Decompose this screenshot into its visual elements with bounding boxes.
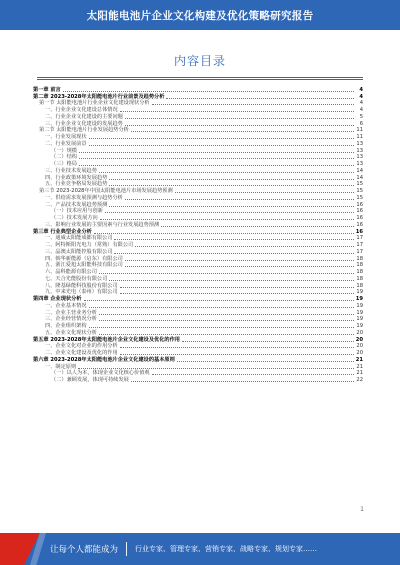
toc-entry[interactable] (33, 356, 363, 363)
toc-entry[interactable] (33, 160, 363, 167)
toc-entry-label: 五、企业文化现状分析 (45, 329, 97, 336)
toc-entry-label: （一）以人为本，体现企业文化核心价值观 (51, 370, 150, 377)
toc-leader-dots (125, 266, 354, 267)
toc-entry-label: 六、晶科能源有限公司 (45, 269, 97, 275)
toc-entry[interactable] (33, 194, 363, 201)
toc-entry[interactable] (33, 133, 363, 140)
toc-entry-label: （二）兼顾发展，体现可持续发展 (51, 377, 129, 383)
toc-leader-dots (63, 91, 354, 92)
toc-entry-page: 21 (355, 356, 363, 363)
toc-entry-label: 第五章 2023-2028年太阳能电池片企业文化建设及优化的作用 (33, 336, 180, 343)
toc-entry-page: 15 (356, 181, 363, 188)
toc-leader-dots (109, 280, 354, 281)
toc-entry-page: 20 (355, 336, 363, 343)
toc-entry-page: 19 (356, 302, 363, 309)
toc-entry[interactable] (33, 275, 363, 282)
toc-leader-dots (125, 125, 354, 126)
toc-entry-page: 19 (356, 323, 363, 329)
toc-entry[interactable] (33, 228, 363, 235)
toc-entry-label: 四、行业政策环境发展趋势 (45, 174, 108, 181)
toc-entry[interactable] (33, 208, 363, 215)
toc-entry[interactable] (33, 86, 363, 93)
toc-leader-dots (89, 145, 354, 146)
toc-entry-label: 第二节 太阳能电池片行业发展趋势分析 (39, 127, 129, 134)
toc-leader-dots (152, 104, 354, 105)
toc-entry-label: 第二章 2023-2028年太阳能电池片行业前景及趋势分析 (33, 93, 165, 100)
toc-entry-page: 19 (356, 289, 363, 296)
toc-entry-label: 第四章 企业现状分析 (33, 296, 82, 302)
toc-entry[interactable] (33, 268, 363, 275)
toc-leader-dots (166, 98, 354, 99)
toc-entry-label: 二、企业文化建设及优化的作用 (45, 350, 118, 356)
toc-entry-label: 第一节 太阳能电池片行业企业文化建设现状分析 (39, 100, 150, 107)
toc-entry-page: 16 (356, 221, 363, 228)
toc-leader-dots (109, 206, 354, 207)
toc-entry-label: 九、中来光电（泰州）有限公司 (45, 289, 118, 296)
toc-entry[interactable] (33, 343, 363, 350)
toc-entry-label: 三、晶澳太阳能控股有限公司 (45, 248, 113, 255)
toc-entry-label: 三、行业技术发展趋势 (45, 167, 97, 174)
toc-leader-dots (99, 334, 354, 335)
toc-leader-dots (125, 199, 354, 200)
toc-leader-dots (120, 293, 354, 294)
toc-entry[interactable] (33, 336, 363, 343)
toc-entry-label: 二、产品技术发展趋势预测 (45, 201, 108, 208)
toc-leader-dots (125, 118, 354, 119)
footer-slogan: 让每个人都能成为 (50, 545, 119, 555)
toc-leader-dots (177, 361, 354, 362)
toc-entry[interactable] (33, 187, 363, 194)
toc-entry-label: 第六章 2023-2028年太阳能电池片企业文化建设的基本原则 (33, 356, 175, 363)
toc-leader-dots (79, 165, 354, 166)
toc-entry-page: 18 (356, 275, 363, 282)
toc-entry[interactable] (33, 302, 363, 309)
toc-entry-page: 15 (356, 194, 363, 201)
toc-entry-label: 一、制定原则 (45, 363, 77, 370)
toc-leader-dots (84, 300, 355, 301)
toc-entry-page: 21 (356, 370, 363, 377)
toc-entry-page: 16 (356, 201, 363, 208)
toc-entry-page: 18 (356, 262, 363, 269)
toc-leader-dots (94, 233, 354, 234)
toc-entry-label: 一、行业发展现状 (45, 134, 87, 140)
toc-entry[interactable] (33, 221, 363, 228)
toc-entry-page: 11 (356, 127, 363, 134)
toc-entry-page: 6 (359, 120, 363, 127)
toc-entry-label: 三、企业经营情况分析 (45, 316, 97, 323)
toc-entry-page: 16 (356, 208, 363, 215)
toc-entry-label: 四、韩华新能源（启东）有限公司 (45, 255, 123, 262)
toc-entry-label: 一、通威太阳能成都有限公司 (45, 235, 113, 242)
toc-entry-label: （三）格局 (51, 161, 77, 167)
toc-leader-dots (135, 246, 354, 247)
toc-entry-label: （一）规模 (51, 147, 77, 154)
toc-entry-page: 16 (356, 215, 363, 221)
toc-entry-page: 22 (356, 377, 363, 383)
toc-entry-label: （二）结构 (51, 154, 77, 161)
toc-entry-page: 15 (356, 188, 363, 194)
toc-entry[interactable] (33, 309, 363, 316)
toc-leader-dots (152, 374, 354, 375)
footer-bar (0, 533, 400, 565)
toc-leader-dots (89, 138, 354, 139)
toc-leader-dots (100, 219, 354, 220)
toc-leader-dots (79, 158, 354, 159)
toc-entry[interactable] (33, 127, 363, 134)
footer-separator (126, 542, 127, 556)
footer-roles: 行业专家、管理专家、营销专家、战略专家、规划专家…… (135, 545, 318, 553)
toc-entry-page: 21 (356, 363, 363, 370)
toc-entry-page: 13 (356, 147, 363, 154)
toc-leader-dots (120, 111, 354, 112)
toc-leader-dots (78, 368, 354, 369)
toc-entry-label: 二、阿特斯阳光电力（常熟）有限公司 (45, 242, 134, 248)
table-of-contents (33, 86, 363, 383)
toc-entry-page: 5 (359, 113, 363, 120)
toc-leader-dots (114, 239, 354, 240)
toc-leader-dots (79, 152, 354, 153)
page-number: 1 (360, 506, 364, 513)
toc-entry-label: （二）技术发展方向 (51, 215, 98, 221)
toc-entry[interactable] (33, 93, 363, 100)
toc-entry-label: 一、供给需求发展预测与趋势分析 (45, 194, 123, 201)
toc-entry-label: 七、天合光能股份有限公司 (45, 275, 108, 282)
toc-entry[interactable] (33, 329, 363, 336)
toc-leader-dots (89, 327, 354, 328)
toc-entry-page: 18 (356, 282, 363, 289)
toc-leader-dots (182, 341, 354, 342)
toc-entry-label: 三、影响行业发展的主要因素与行业发展趋势预测 (45, 221, 160, 228)
toc-entry-label: 八、隆基绿能科技股份有限公司 (45, 282, 118, 289)
toc-entry[interactable] (33, 235, 363, 242)
toc-leader-dots (99, 172, 354, 173)
toc-entry-page: 13 (356, 154, 363, 161)
toc-entry[interactable] (33, 282, 363, 289)
toc-entry[interactable] (33, 201, 363, 208)
toc-entry[interactable] (33, 363, 363, 370)
toc-entry-page: 14 (356, 167, 363, 174)
toc-entry[interactable] (33, 289, 363, 296)
toc-entry-label: 一、企业文化对企业的作用分析 (45, 343, 118, 350)
toc-entry[interactable] (33, 316, 363, 323)
toc-leader-dots (175, 192, 354, 193)
toc-entry-page: 13 (356, 140, 363, 147)
toc-leader-dots (114, 253, 354, 254)
toc-entry-page: 17 (356, 248, 363, 255)
toc-entry-label: 第一章 前言 (33, 86, 61, 93)
toc-entry[interactable] (33, 349, 363, 356)
toc-entry[interactable] (33, 181, 363, 188)
toc-entry-label: 第三章 行业典型企业分析 (33, 228, 92, 235)
toc-entry[interactable] (33, 241, 363, 248)
toc-leader-dots (120, 347, 354, 348)
toc-entry[interactable] (33, 376, 363, 383)
toc-entry-page: 18 (356, 269, 363, 275)
toc-entry[interactable] (33, 174, 363, 181)
toc-entry[interactable] (33, 262, 363, 269)
toc-entry-label: 五、行业竞争格局发展趋势 (45, 181, 108, 188)
toc-entry-page: 16 (355, 228, 363, 235)
toc-leader-dots (99, 273, 354, 274)
toc-entry[interactable] (33, 370, 363, 377)
toc-entry-page: 14 (356, 174, 363, 181)
toc-entry[interactable] (33, 154, 363, 161)
toc-entry-label: （一）技术应用与创新 (51, 208, 103, 215)
toc-entry[interactable] (33, 322, 363, 329)
toc-leader-dots (120, 354, 354, 355)
toc-entry[interactable] (33, 120, 363, 127)
toc-entry[interactable] (33, 214, 363, 221)
toc-leader-dots (99, 320, 354, 321)
toc-entry-page: 20 (356, 350, 363, 356)
toc-entry-page: 19 (356, 316, 363, 323)
toc-entry-label: 四、企业组织架构 (45, 323, 87, 329)
toc-entry-label: 二、行业发展前景 (45, 140, 87, 147)
toc-leader-dots (105, 212, 354, 213)
toc-entry[interactable] (33, 113, 363, 120)
toc-entry-page: 19 (356, 309, 363, 316)
toc-entry-page: 4 (359, 107, 363, 113)
toc-entry[interactable] (33, 140, 363, 147)
toc-entry-page: 17 (356, 242, 363, 248)
toc-entry[interactable] (33, 295, 363, 302)
toc-leader-dots (89, 307, 354, 308)
toc-entry-label: 五、浙江爱旭太阳能科技有限公司 (45, 262, 123, 269)
toc-entry[interactable] (33, 100, 363, 107)
title-divider (37, 77, 363, 78)
toc-entry-page: 18 (356, 255, 363, 262)
toc-leader-dots (131, 131, 354, 132)
toc-entry-page: 17 (356, 235, 363, 242)
toc-entry-label: 第三节 2023-2028年中国太阳能电池片市场发展趋势预测 (39, 188, 173, 194)
toc-entry[interactable] (33, 106, 363, 113)
toc-entry[interactable] (33, 248, 363, 255)
toc-entry-label: 三、行业企业文化建设的发展趋势 (45, 120, 123, 127)
toc-entry[interactable] (33, 147, 363, 154)
toc-entry-page: 20 (356, 343, 363, 350)
toc-leader-dots (161, 226, 354, 227)
toc-leader-dots (131, 381, 354, 382)
toc-leader-dots (109, 179, 354, 180)
toc-entry[interactable] (33, 167, 363, 174)
toc-entry-label: 二、行业企业文化建设的主要问题 (45, 113, 123, 120)
report-title: 太阳能电池片企业文化构建及优化策略研究报告 (86, 9, 314, 22)
header-bar (0, 0, 400, 30)
toc-entry[interactable] (33, 255, 363, 262)
toc-entry-page: 20 (356, 329, 363, 336)
toc-entry-page: 4 (359, 100, 363, 107)
toc-title: 内容目录 (173, 54, 226, 68)
toc-entry-page: 4 (359, 93, 363, 100)
toc-entry-label: 二、企业主营业务分析 (45, 309, 97, 316)
toc-leader-dots (109, 185, 354, 186)
toc-entry-page: 13 (356, 161, 363, 167)
toc-leader-dots (99, 314, 354, 315)
title-divider-thin (37, 79, 363, 80)
toc-entry-page: 4 (359, 86, 363, 93)
toc-leader-dots (125, 260, 354, 261)
toc-entry-label: 一、行业企业文化建设总体情况 (45, 107, 118, 113)
toc-entry-label: 一、企业基本情况 (45, 302, 87, 309)
toc-entry-page: 11 (356, 134, 363, 140)
toc-leader-dots (120, 287, 354, 288)
toc-entry-page: 19 (355, 296, 363, 302)
